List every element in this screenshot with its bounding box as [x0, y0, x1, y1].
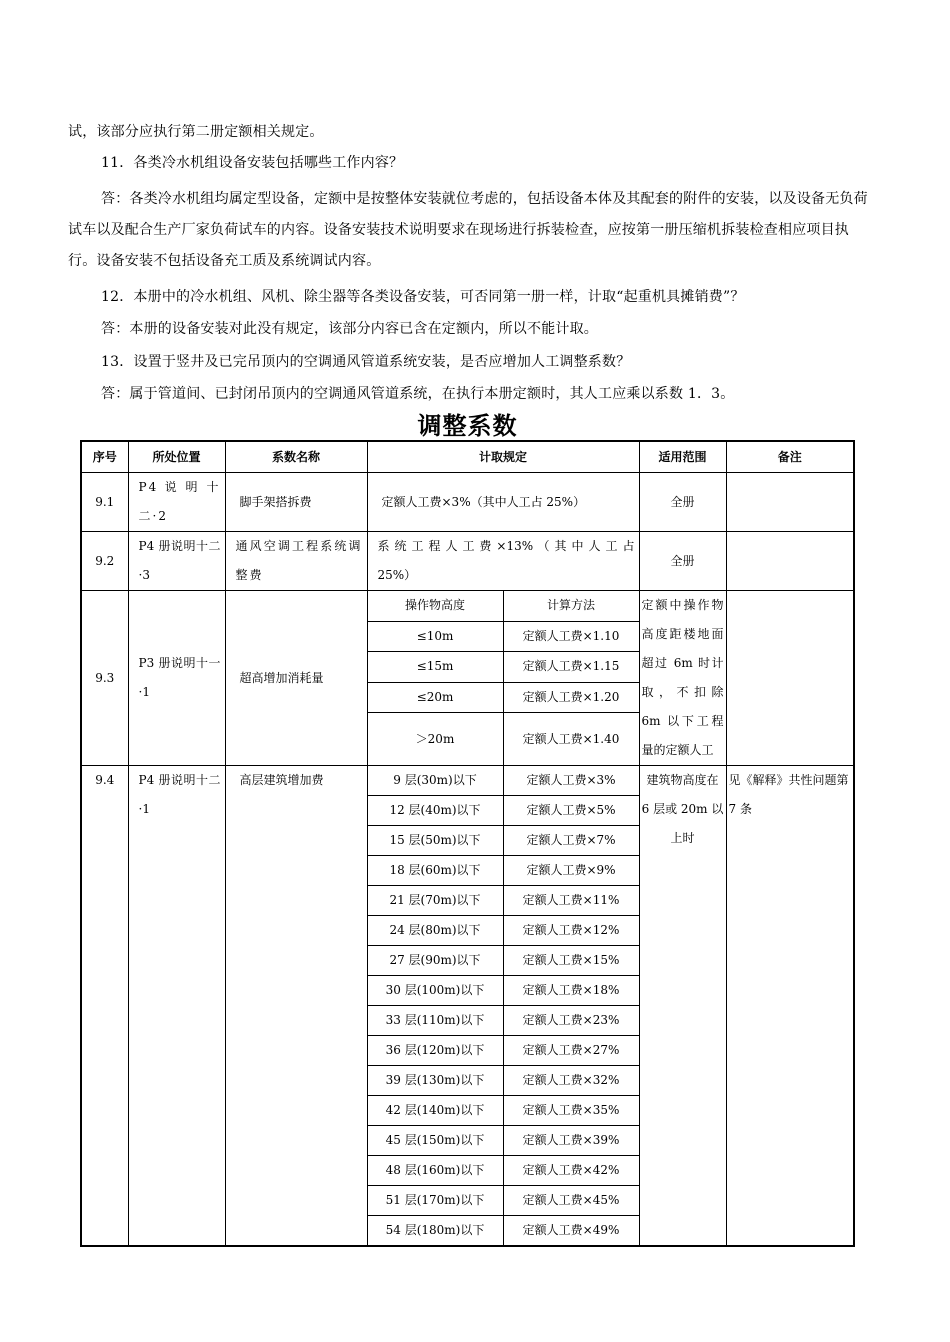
header-scope: 适用范围: [639, 441, 726, 473]
sub-floors: 51 层(170m)以下: [367, 1186, 503, 1216]
sub-method: 定额人工费×42%: [503, 1156, 639, 1186]
sub-method: 定额人工费×32%: [503, 1066, 639, 1096]
sub-floors: 54 层(180m)以下: [367, 1216, 503, 1247]
table-row: [81, 591, 854, 622]
sub-method: 定额人工费×18%: [503, 976, 639, 1006]
row-location: P4 册说明十二·1: [128, 766, 225, 1247]
row-scope: 全册: [639, 473, 726, 532]
subheader-method: 计算方法: [503, 591, 639, 622]
row-name: 通风空调工程系统调整费: [225, 532, 367, 591]
sub-method: 定额人工费×9%: [503, 856, 639, 886]
sub-floors: 42 层(140m)以下: [367, 1096, 503, 1126]
answer-13: 答：属于管道间、已封闭吊顶内的空调通风管道系统，在执行本册定额时，其人工应乘以系数 1．3。: [101, 386, 735, 402]
row-note: [726, 532, 854, 591]
table-row: [81, 473, 854, 532]
answer-12: 答：本册的设备安装对此没有规定，该部分内容已含在定额内，所以不能计取。: [101, 321, 598, 337]
sub-method: 定额人工费×15%: [503, 946, 639, 976]
sub-method: 定额人工费×23%: [503, 1006, 639, 1036]
sub-method: 定额人工费×1.10: [503, 621, 639, 652]
sub-height: ≤20m: [367, 682, 503, 713]
paragraph-continuation: 试，该部分应执行第二册定额相关规定。: [68, 124, 324, 140]
sub-floors: 39 层(130m)以下: [367, 1066, 503, 1096]
sub-method: 定额人工费×35%: [503, 1096, 639, 1126]
sub-height: ＞20m: [367, 713, 503, 766]
row-name: 脚手架搭拆费: [225, 473, 367, 532]
sub-floors: 27 层(90m)以下: [367, 946, 503, 976]
row-name: 高层建筑增加费: [225, 766, 367, 1247]
table-row: [81, 766, 854, 796]
row-no: 9.2: [81, 532, 128, 591]
sub-method: 定额人工费×1.40: [503, 713, 639, 766]
row-scope: 全册: [639, 532, 726, 591]
question-12: 12．本册中的冷水机组、风机、除尘器等各类设备安装，可否同第一册一样，计取“起重机具摊销费”？: [101, 289, 745, 305]
sub-floors: 36 层(120m)以下: [367, 1036, 503, 1066]
question-13: 13．设置于竖井及已完吊顶内的空调通风管道系统安装，是否应增加人工调整系数？: [101, 354, 631, 370]
sub-method: 定额人工费×3%: [503, 766, 639, 796]
row-location: P3 册说明十一·1: [128, 591, 225, 766]
row-no: 9.1: [81, 473, 128, 532]
row-scope: 建筑物高度在 6 层或 20m 以上时: [639, 766, 726, 1247]
sub-floors: 12 层(40m)以下: [367, 796, 503, 826]
row-location: P4 册说明十二·3: [128, 532, 225, 591]
question-11: 11．各类冷水机组设备安装包括哪些工作内容？: [101, 155, 404, 171]
row-name: 超高增加消耗量: [225, 591, 367, 766]
sub-method: 定额人工费×7%: [503, 826, 639, 856]
sub-floors: 33 层(110m)以下: [367, 1006, 503, 1036]
adjustment-coefficient-table: [80, 440, 855, 1247]
row-note: [726, 591, 854, 766]
sub-method: 定额人工费×12%: [503, 916, 639, 946]
sub-floors: 15 层(50m)以下: [367, 826, 503, 856]
sub-floors: 30 层(100m)以下: [367, 976, 503, 1006]
sub-floors: 48 层(160m)以下: [367, 1156, 503, 1186]
header-note: 备注: [726, 441, 854, 473]
header-no: 序号: [81, 441, 128, 473]
sub-floors: 21 层(70m)以下: [367, 886, 503, 916]
row-rule: 系 统 工 程 人 工 费 ×13% （ 其 中 人 工 占 25%）: [367, 532, 639, 591]
sub-method: 定额人工费×1.20: [503, 682, 639, 713]
sub-floors: 24 层(80m)以下: [367, 916, 503, 946]
table-row: [81, 532, 854, 591]
sub-floors: 18 层(60m)以下: [367, 856, 503, 886]
answer-11: 答：各类冷水机组均属定型设备，定额中是按整体安装就位考虑的，包括设备本体及其配套的附件的安装，以及设备无负荷试车以及配合生产厂家负荷试车的内容。设备安装技术说明要求在现场进行拆装检查，应按第一册压缩机拆装检查相应项目执行。设备安装不包括设备充工质及系统调试内容。: [68, 191, 868, 269]
sub-method: 定额人工费×49%: [503, 1216, 639, 1247]
sub-height: ≤15m: [367, 652, 503, 683]
sub-floors: 9 层(30m)以下: [367, 766, 503, 796]
table-header-row: [81, 441, 854, 473]
sub-method: 定额人工费×27%: [503, 1036, 639, 1066]
row-location: P4 说 明 十二·2: [128, 473, 225, 532]
row-note: [726, 473, 854, 532]
header-name: 系数名称: [225, 441, 367, 473]
sub-height: ≤10m: [367, 621, 503, 652]
row-no: 9.4: [81, 766, 128, 1247]
row-scope: 定额中操作物高度距楼地面超过 6m 时计取，不扣除 6m 以下工程量的定额人工: [639, 591, 726, 766]
row-note: 见《解释》共性问题第 7 条: [726, 766, 854, 1247]
header-location: 所处位置: [128, 441, 225, 473]
sub-method: 定额人工费×5%: [503, 796, 639, 826]
header-rule: 计取规定: [367, 441, 639, 473]
sub-method: 定额人工费×45%: [503, 1186, 639, 1216]
subheader-height: 操作物高度: [367, 591, 503, 622]
table-title: 调整系数: [417, 412, 518, 440]
sub-method: 定额人工费×11%: [503, 886, 639, 916]
sub-method: 定额人工费×39%: [503, 1126, 639, 1156]
row-rule: 定额人工费×3%（其中人工占 25%）: [367, 473, 639, 532]
sub-method: 定额人工费×1.15: [503, 652, 639, 683]
row-no: 9.3: [81, 591, 128, 766]
sub-floors: 45 层(150m)以下: [367, 1126, 503, 1156]
